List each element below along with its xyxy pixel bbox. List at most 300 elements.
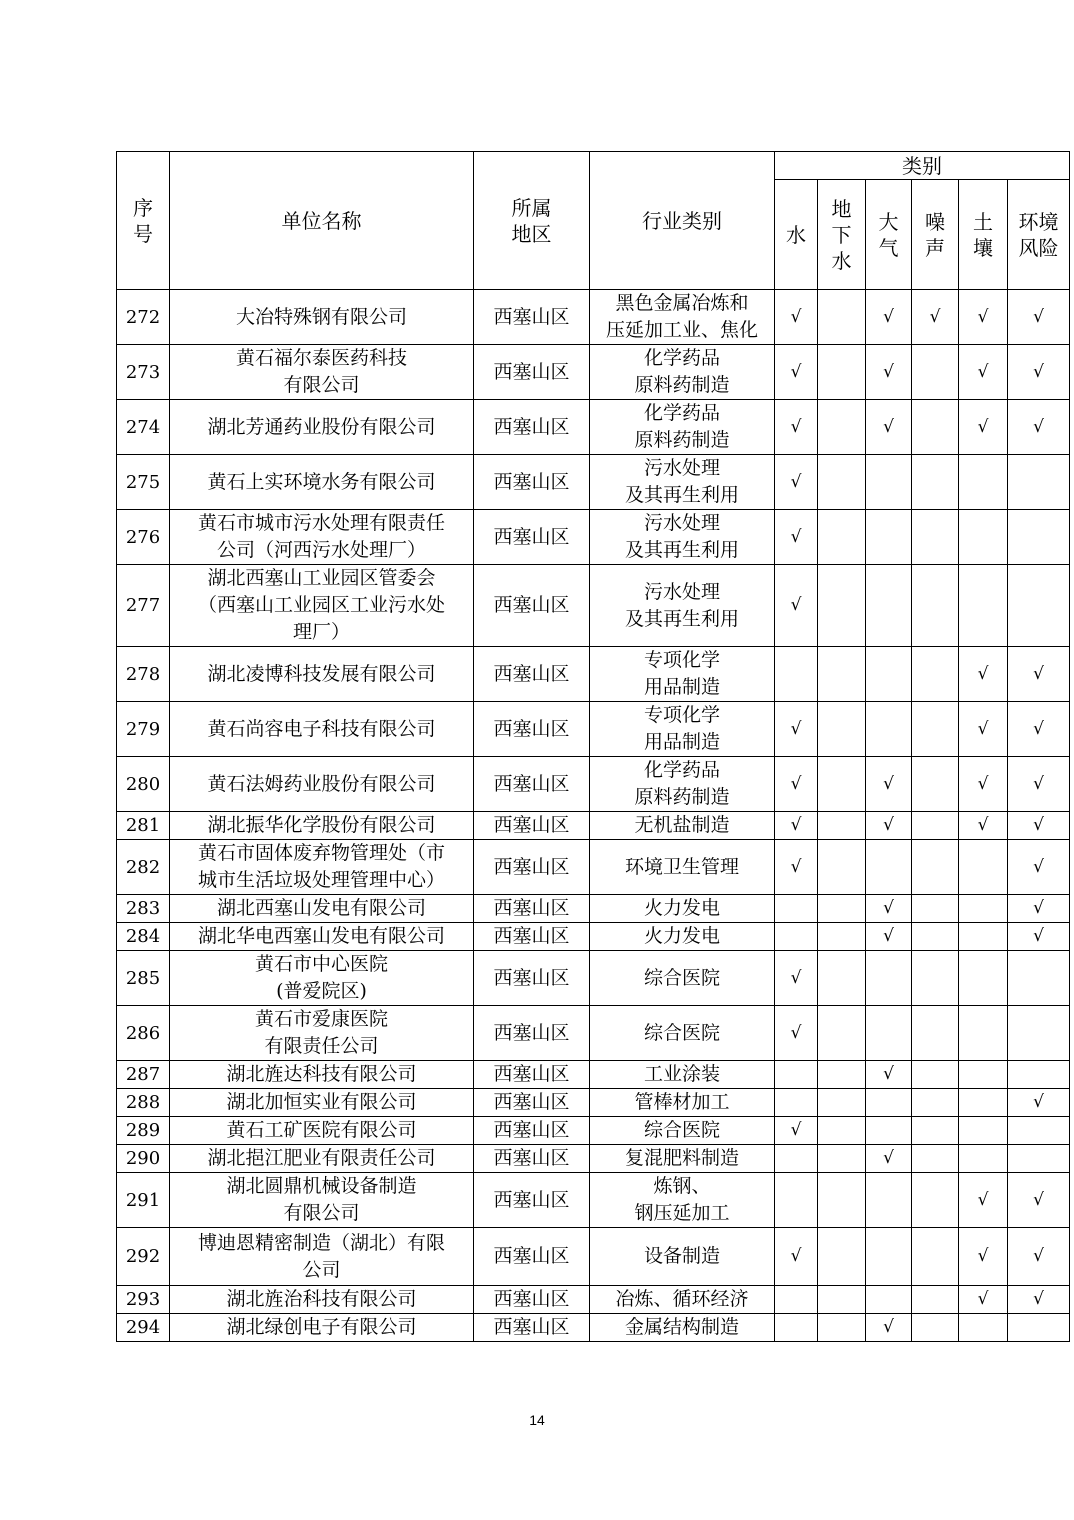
company-name-text: 湖北绿创电子有限公司: [226, 1316, 417, 1338]
company-name: [170, 757, 474, 812]
mark-cell-soil: [959, 1061, 1008, 1089]
company-name: [170, 951, 474, 1006]
district-text: 西塞山区: [493, 415, 570, 438]
industry-type-text: 综合医院: [643, 1021, 720, 1044]
district-text: 西塞山区: [493, 966, 570, 989]
district: [474, 812, 590, 840]
mark-cell-water: [775, 1314, 818, 1342]
check-mark: √: [977, 361, 989, 382]
row-number-text: 272: [125, 306, 161, 328]
mark-cell-noise: [912, 345, 959, 400]
mark-cell-groundwater: [818, 1173, 866, 1228]
row-number-text: 288: [125, 1092, 161, 1113]
mark-cell-air: [866, 400, 912, 455]
mark-cell-air: [866, 812, 912, 840]
table-header: [117, 152, 1070, 290]
header-groundwater: 地 下 水: [818, 180, 866, 290]
header-seq: 序 号: [117, 152, 170, 290]
mark-cell-noise: [912, 1089, 959, 1117]
company-name-text: 湖北华电西塞山发电有限公司: [197, 925, 445, 947]
district: [474, 510, 590, 565]
table-row: [117, 510, 1070, 565]
mark-cell-env-risk: [1008, 1089, 1070, 1117]
industry-type-text: 设备制造: [643, 1245, 720, 1267]
industry-type: [590, 923, 775, 951]
mark-cell-water: [775, 1061, 818, 1089]
row-number: [117, 1314, 170, 1342]
mark-cell-air: [866, 1286, 912, 1314]
row-number: [117, 1286, 170, 1314]
company-name-text: 湖北西塞山工业园区管委会 （西塞山工业园区工业污水处 理厂）: [197, 567, 445, 643]
industry-type-text: 火力发电: [643, 925, 720, 947]
industry-type-text: 污水处理 及其再生利用: [624, 580, 739, 630]
company-name: [170, 1228, 474, 1286]
check-mark: √: [1033, 773, 1044, 794]
mark-cell-water: [775, 1117, 818, 1145]
mark-cell-env-risk: [1008, 290, 1070, 345]
company-name: [170, 1006, 474, 1061]
row-number: [117, 840, 170, 895]
mark-cell-env-risk: [1008, 1006, 1070, 1061]
check-mark: √: [790, 1022, 802, 1043]
check-mark: √: [790, 856, 802, 877]
row-number-text: 292: [125, 1246, 161, 1267]
mark-cell-groundwater: [818, 923, 866, 951]
row-number: [117, 1145, 170, 1173]
district-text: 西塞山区: [493, 717, 570, 740]
check-mark: √: [977, 306, 989, 327]
check-mark: √: [790, 361, 802, 382]
mark-cell-water: [775, 951, 818, 1006]
district: [474, 1173, 590, 1228]
district: [474, 895, 590, 923]
mark-cell-env-risk: [1008, 647, 1070, 702]
industry-type: [590, 455, 775, 510]
mark-cell-air: [866, 1061, 912, 1089]
company-name-text: 黄石市城市污水处理有限责任 公司（河西污水处理厂）: [197, 512, 445, 561]
mark-cell-water: [775, 1089, 818, 1117]
district-text: 西塞山区: [493, 925, 570, 947]
district: [474, 840, 590, 895]
mark-cell-soil: [959, 510, 1008, 565]
mark-cell-noise: [912, 1145, 959, 1173]
company-name-text: 黄石法姆药业股份有限公司: [207, 772, 436, 795]
industry-type: [590, 1286, 775, 1314]
district: [474, 951, 590, 1006]
check-mark: √: [790, 416, 802, 437]
check-mark: √: [790, 471, 802, 492]
district-text: 西塞山区: [493, 1188, 570, 1211]
row-number: [117, 923, 170, 951]
company-name-text: 博迪恩精密制造（湖北）有限 公司: [197, 1231, 445, 1281]
district-text: 西塞山区: [493, 470, 570, 493]
row-number: [117, 647, 170, 702]
check-mark: √: [1033, 416, 1044, 437]
industry-type-text: 专项化学 用品制造: [643, 704, 720, 753]
company-name-text: 湖北旌治科技有限公司: [226, 1288, 417, 1310]
table-row: [117, 1286, 1070, 1314]
mark-cell-soil: [959, 1314, 1008, 1342]
company-name-text: 黄石市中心医院 (普爱院区): [254, 953, 388, 1002]
mark-cell-water: [775, 702, 818, 757]
check-mark: √: [977, 663, 989, 684]
check-mark: √: [977, 1189, 989, 1210]
district: [474, 1145, 590, 1173]
industry-type-text: 污水处理 及其再生利用: [624, 457, 739, 506]
row-number: [117, 400, 170, 455]
mark-cell-water: [775, 840, 818, 895]
mark-cell-noise: [912, 1286, 959, 1314]
check-mark: √: [883, 773, 894, 794]
check-mark: √: [1033, 1092, 1044, 1112]
row-number: [117, 345, 170, 400]
header-air: 大 气: [866, 180, 912, 290]
mark-cell-air: [866, 1228, 912, 1286]
company-name-text: 黄石市爱康医院 有限责任公司: [254, 1008, 388, 1057]
mark-cell-noise: [912, 565, 959, 647]
mark-cell-air: [866, 1117, 912, 1145]
header-env-risk: 环境 风险: [1008, 180, 1070, 290]
industry-type-text: 火力发电: [643, 897, 720, 919]
district-text: 西塞山区: [493, 1288, 570, 1310]
mark-cell-air: [866, 702, 912, 757]
row-number-text: 294: [125, 1317, 161, 1338]
mark-cell-noise: [912, 290, 959, 345]
district: [474, 1006, 590, 1061]
mark-cell-env-risk: [1008, 840, 1070, 895]
company-name-text: 湖北挹江肥业有限责任公司: [207, 1147, 436, 1169]
mark-cell-groundwater: [818, 840, 866, 895]
mark-cell-env-risk: [1008, 1145, 1070, 1173]
check-mark: √: [1033, 663, 1044, 684]
mark-cell-noise: [912, 702, 959, 757]
company-name: [170, 1145, 474, 1173]
header-industry: 行业类别: [590, 152, 775, 290]
district-text: 西塞山区: [493, 594, 570, 616]
mark-cell-soil: [959, 1145, 1008, 1173]
table-row: [117, 1314, 1070, 1342]
mark-cell-water: [775, 923, 818, 951]
table-row: [117, 951, 1070, 1006]
mark-cell-water: [775, 1228, 818, 1286]
industry-type-text: 化学药品 原料药制造: [634, 759, 730, 808]
mark-cell-soil: [959, 840, 1008, 895]
mark-cell-noise: [912, 1173, 959, 1228]
district-text: 西塞山区: [493, 772, 570, 795]
table-row: [117, 757, 1070, 812]
industry-type-text: 炼钢、 钢压延加工: [634, 1175, 730, 1224]
row-number-text: 274: [125, 416, 161, 438]
row-number-text: 282: [125, 856, 161, 878]
check-mark: √: [883, 815, 894, 835]
mark-cell-groundwater: [818, 290, 866, 345]
industry-type: [590, 1089, 775, 1117]
industry-type-text: 管棒材加工: [634, 1091, 730, 1113]
industry-type: [590, 1061, 775, 1089]
district: [474, 565, 590, 647]
industry-type: [590, 345, 775, 400]
company-name: [170, 812, 474, 840]
mark-cell-air: [866, 510, 912, 565]
district-text: 西塞山区: [493, 662, 570, 685]
industry-type: [590, 895, 775, 923]
mark-cell-groundwater: [818, 455, 866, 510]
mark-cell-groundwater: [818, 400, 866, 455]
district: [474, 1061, 590, 1089]
industry-type: [590, 1173, 775, 1228]
mark-cell-groundwater: [818, 1006, 866, 1061]
row-number: [117, 455, 170, 510]
table-row: [117, 840, 1070, 895]
district: [474, 647, 590, 702]
district-text: 西塞山区: [493, 1316, 570, 1338]
mark-cell-soil: [959, 1089, 1008, 1117]
mark-cell-env-risk: [1008, 400, 1070, 455]
row-number-text: 284: [125, 926, 161, 947]
mark-cell-env-risk: [1008, 923, 1070, 951]
company-name-text: 大冶特殊钢有限公司: [235, 305, 407, 328]
district: [474, 757, 590, 812]
mark-cell-air: [866, 923, 912, 951]
industry-type: [590, 1228, 775, 1286]
row-number: [117, 510, 170, 565]
mark-cell-air: [866, 1006, 912, 1061]
district: [474, 345, 590, 400]
check-mark: √: [1033, 815, 1044, 835]
row-number-text: 293: [125, 1289, 161, 1310]
mark-cell-noise: [912, 895, 959, 923]
industry-type: [590, 702, 775, 757]
check-mark: √: [977, 1246, 989, 1266]
check-mark: √: [883, 306, 894, 327]
check-mark: √: [790, 1246, 802, 1266]
company-name: [170, 290, 474, 345]
mark-cell-water: [775, 1006, 818, 1061]
mark-cell-air: [866, 1089, 912, 1117]
check-mark: √: [1033, 361, 1044, 382]
mark-cell-air: [866, 840, 912, 895]
mark-cell-env-risk: [1008, 1314, 1070, 1342]
company-name-text: 湖北圆鼎机械设备制造 有限公司: [226, 1175, 417, 1224]
company-name-text: 湖北旌达科技有限公司: [226, 1063, 417, 1085]
mark-cell-env-risk: [1008, 510, 1070, 565]
table-row: [117, 1061, 1070, 1089]
mark-cell-groundwater: [818, 895, 866, 923]
mark-cell-water: [775, 290, 818, 345]
mark-cell-soil: [959, 951, 1008, 1006]
mark-cell-env-risk: [1008, 812, 1070, 840]
row-number-text: 281: [125, 815, 161, 836]
industry-type-text: 冶炼、循环经济: [615, 1288, 749, 1310]
check-mark: √: [1033, 306, 1044, 327]
row-number: [117, 1006, 170, 1061]
company-name: [170, 510, 474, 565]
district-text: 西塞山区: [493, 305, 570, 328]
mark-cell-env-risk: [1008, 1173, 1070, 1228]
company-name: [170, 1061, 474, 1089]
industry-type-text: 化学药品 原料药制造: [634, 347, 730, 396]
mark-cell-groundwater: [818, 1286, 866, 1314]
mark-cell-groundwater: [818, 702, 866, 757]
district-text: 西塞山区: [493, 1119, 570, 1141]
mark-cell-noise: [912, 1061, 959, 1089]
enterprise-table: [116, 151, 1070, 1342]
row-number: [117, 757, 170, 812]
check-mark: √: [790, 773, 802, 794]
industry-type-text: 综合医院: [643, 1119, 720, 1141]
check-mark: √: [790, 595, 802, 615]
header-area: 所属 地区: [474, 152, 590, 290]
company-name: [170, 565, 474, 647]
mark-cell-groundwater: [818, 1089, 866, 1117]
check-mark: √: [1033, 898, 1044, 918]
mark-cell-soil: [959, 400, 1008, 455]
company-name: [170, 647, 474, 702]
check-mark: √: [883, 898, 894, 918]
check-mark: √: [977, 773, 989, 794]
row-number: [117, 895, 170, 923]
mark-cell-soil: [959, 1117, 1008, 1145]
mark-cell-soil: [959, 290, 1008, 345]
header-name: 单位名称: [170, 152, 474, 290]
row-number-text: 289: [125, 1120, 161, 1141]
company-name: [170, 1314, 474, 1342]
district: [474, 923, 590, 951]
mark-cell-soil: [959, 1173, 1008, 1228]
row-number: [117, 290, 170, 345]
mark-cell-water: [775, 1173, 818, 1228]
industry-type-text: 化学药品 原料药制造: [634, 402, 730, 451]
district-text: 西塞山区: [493, 897, 570, 919]
check-mark: √: [790, 967, 802, 988]
industry-type-text: 金属结构制造: [624, 1316, 739, 1338]
table-row: [117, 702, 1070, 757]
row-number-text: 280: [125, 773, 161, 795]
check-mark: √: [977, 718, 989, 739]
mark-cell-water: [775, 1286, 818, 1314]
table-row: [117, 455, 1070, 510]
mark-cell-water: [775, 1145, 818, 1173]
mark-cell-soil: [959, 647, 1008, 702]
row-number-text: 283: [125, 898, 161, 919]
row-number: [117, 1173, 170, 1228]
mark-cell-water: [775, 510, 818, 565]
mark-cell-soil: [959, 455, 1008, 510]
table-row: [117, 565, 1070, 647]
table-row: [117, 1117, 1070, 1145]
mark-cell-env-risk: [1008, 345, 1070, 400]
mark-cell-air: [866, 647, 912, 702]
industry-type: [590, 951, 775, 1006]
company-name: [170, 1117, 474, 1145]
district-text: 西塞山区: [493, 1021, 570, 1044]
table-row: [117, 1228, 1070, 1286]
company-name: [170, 840, 474, 895]
industry-type: [590, 757, 775, 812]
mark-cell-groundwater: [818, 345, 866, 400]
industry-type: [590, 812, 775, 840]
company-name-text: 黄石工矿医院有限公司: [226, 1119, 417, 1141]
mark-cell-groundwater: [818, 1228, 866, 1286]
check-mark: √: [929, 306, 941, 327]
row-number-text: 276: [125, 526, 161, 548]
industry-type-text: 专项化学 用品制造: [643, 649, 720, 698]
mark-cell-noise: [912, 1314, 959, 1342]
mark-cell-noise: [912, 812, 959, 840]
mark-cell-soil: [959, 757, 1008, 812]
mark-cell-env-risk: [1008, 1228, 1070, 1286]
mark-cell-soil: [959, 895, 1008, 923]
mark-cell-soil: [959, 345, 1008, 400]
company-name: [170, 895, 474, 923]
header-noise: 噪 声: [912, 180, 959, 290]
mark-cell-soil: [959, 1286, 1008, 1314]
mark-cell-air: [866, 1173, 912, 1228]
industry-type: [590, 290, 775, 345]
mark-cell-water: [775, 812, 818, 840]
row-number-text: 286: [125, 1022, 161, 1044]
table-row: [117, 290, 1070, 345]
mark-cell-groundwater: [818, 647, 866, 702]
mark-cell-soil: [959, 1006, 1008, 1061]
mark-cell-noise: [912, 757, 959, 812]
industry-type: [590, 647, 775, 702]
mark-cell-air: [866, 1145, 912, 1173]
check-mark: √: [790, 815, 802, 835]
mark-cell-noise: [912, 840, 959, 895]
mark-cell-noise: [912, 923, 959, 951]
header-water: 水: [775, 180, 818, 290]
mark-cell-groundwater: [818, 1314, 866, 1342]
company-name-text: 湖北振华化学股份有限公司: [207, 814, 436, 836]
district-text: 西塞山区: [493, 814, 570, 836]
row-number: [117, 951, 170, 1006]
district: [474, 1314, 590, 1342]
mark-cell-water: [775, 565, 818, 647]
district-text: 西塞山区: [493, 360, 570, 383]
district-text: 西塞山区: [493, 1147, 570, 1169]
mark-cell-env-risk: [1008, 1117, 1070, 1145]
mark-cell-noise: [912, 647, 959, 702]
check-mark: √: [1033, 926, 1044, 946]
mark-cell-noise: [912, 1228, 959, 1286]
district-text: 西塞山区: [493, 1091, 570, 1113]
table-row: [117, 923, 1070, 951]
mark-cell-air: [866, 951, 912, 1006]
company-name-text: 黄石市固体废弃物管理处（市 城市生活垃圾处理管理中心）: [197, 842, 445, 891]
company-name: [170, 923, 474, 951]
mark-cell-groundwater: [818, 1117, 866, 1145]
mark-cell-air: [866, 1314, 912, 1342]
header-soil: 土 壤: [959, 180, 1008, 290]
company-name: [170, 1173, 474, 1228]
row-number: [117, 1228, 170, 1286]
mark-cell-groundwater: [818, 757, 866, 812]
industry-type-text: 环境卫生管理: [624, 855, 739, 878]
mark-cell-env-risk: [1008, 895, 1070, 923]
industry-type: [590, 840, 775, 895]
check-mark: √: [883, 1064, 894, 1084]
industry-type: [590, 1117, 775, 1145]
mark-cell-env-risk: [1008, 565, 1070, 647]
check-mark: √: [790, 1120, 802, 1140]
mark-cell-water: [775, 345, 818, 400]
check-mark: √: [977, 416, 989, 437]
mark-cell-air: [866, 757, 912, 812]
district: [474, 290, 590, 345]
mark-cell-air: [866, 895, 912, 923]
district-text: 西塞山区: [493, 855, 570, 878]
